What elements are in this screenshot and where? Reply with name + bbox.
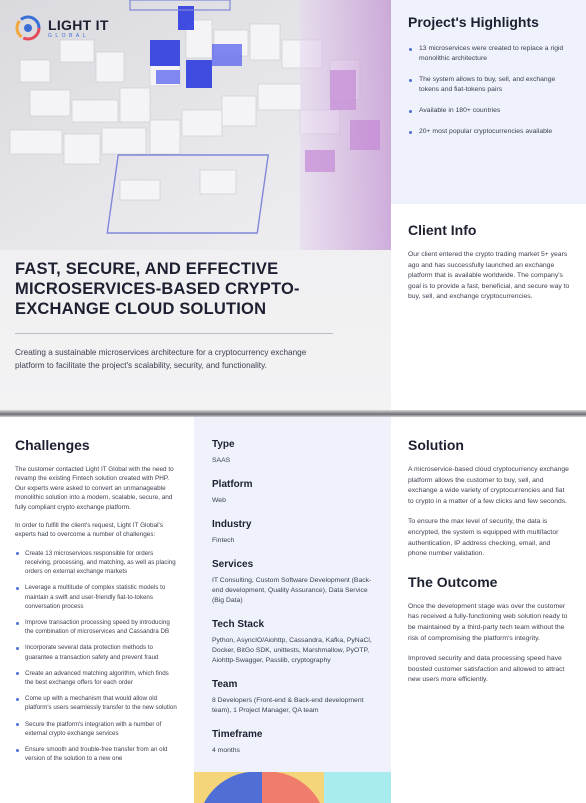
highlight-item: 20+ most popular cryptocurrencies available [408,127,570,137]
challenges-list [15,549,178,764]
challenge-item: Ensure smooth and trouble-free transfer from an old version of the solution to a new one [15,745,178,763]
challenges-paragraph: The customer contacted Light IT Global with the need to revamp the existing Fintech solution created with PHP. Our experts were asked to convert an unmanageable monolithic solution into a modern, scalable, secure, and fully compliant crypto exchange platform. [15,466,174,511]
outcome-title: The Outcome [408,573,498,590]
highlights-title: Project's Highlights [408,14,539,30]
highlight-item: Available in 180+ countries [408,106,570,116]
project-facts-panel [194,417,391,772]
page-divider [0,410,586,417]
fact-value: SAAS [212,457,231,464]
challenges-column [0,417,194,803]
fact-value: Python, AsyncIO/Aiohttp, Cassandra, Kafka, PyNaCl, Docker, BitGo SDK, unittests, Marshmallow, PyOTP, Aiohttp-Swagger, Passlib, cryptography [212,637,372,664]
fact-team [212,679,375,716]
company-logo [14,14,109,42]
logo-wordmark: LIGHT IT [48,16,109,33]
decorative-graphic [194,772,391,803]
hero-title: FAST, SECURE, AND EFFECTIVE MICROSERVICES-BASED CRYPTO-EXCHANGE CLOUD SOLUTION [15,260,300,318]
hero-description: Creating a sustainable microservices architecture for a cryptocurrency exchange platform to facilitate the project's scalability, security, and functionality. [15,348,307,370]
challenge-item: Create 13 microservices responsible for orders receiving, processing, and matching, as well as placing orders on external exchange markets [15,549,178,577]
fact-title: Team [212,679,238,690]
fact-value: 4 months [212,747,240,754]
challenges-title: Challenges [15,437,90,453]
solution-paragraph: To ensure the max level of security, the data is encrypted, the system is equipped with multifactor authentication, IP address checking, email, and phone number validation. [408,518,559,558]
fact-services [212,559,375,606]
fact-title: Timeframe [212,729,263,740]
fact-title: Industry [212,519,252,530]
challenges-paragraph: In order to fulfill the client's request, Light IT Global's experts had to overcome a number of challenges: [15,522,163,539]
logo-subtitle: GLOBAL [48,32,90,39]
hero-panel [0,0,391,410]
client-info-panel [391,204,586,410]
solution-paragraph: A microservice-based cloud cryptocurrency exchange platform allows the customer to buy, sell, and exchange a wide variety of cryptocurrencies and fiat to crypto in a matter of a few clicks and few seconds. [408,466,569,505]
page-two [0,417,586,803]
challenge-item: Secure the platform's integration with a number of external crypto exchange services [15,720,178,738]
outcome-paragraph: Improved security and data processing speed have boosted customer satisfaction and allowed to attract new users more efficiently. [408,655,565,684]
fact-value: IT Consulting, Custom Software Development (Back-end development, Quality Assurance), Data Service (Big Data) [212,577,372,604]
challenge-item: Create an advanced matching algorithm, which finds the best exchange offers for each order [15,669,178,687]
fact-title: Platform [212,479,253,490]
challenge-item: Come up with a mechanism that would allow old platform's users seamlessly transfer to the new solution [15,694,178,712]
solution-title: Solution [408,437,464,453]
fact-industry [212,519,375,546]
fact-title: Services [212,559,254,570]
fact-platform [212,479,375,506]
solution-column [391,417,586,803]
fact-tech-stack [212,619,375,666]
highlights-list [408,44,570,137]
fact-value: Web [212,497,226,504]
challenge-item: Leverage a multitude of complex statistic models to maintain a swift and user-friendly fiat-to-tokens conversation process [15,583,178,611]
hero-divider [15,333,333,334]
client-info-text: Our client entered the crypto trading market 5+ years ago and has successfully launched an exchange platform that is available worldwide. The company's goal is to provide a fast, beneficial, and secure way to buy, sell, and exchange cryptocurrencies. [408,251,570,301]
fact-value: 8 Developers (Front-end & Back-end development team), 1 Project Manager, QA team [212,697,364,714]
challenge-item: Incorporate several data protection methods to guarantee a transaction safety and prevent fraud [15,643,178,661]
fact-timeframe [212,729,375,756]
fact-value: Fintech [212,537,235,544]
highlight-item: 13 microservices were created to replace a rigid monolithic architecture [408,44,570,64]
highlight-item: The system allows to buy, sell, and exchange tokens and fiat-tokens pairs [408,75,570,95]
fact-title: Type [212,439,235,450]
highlights-panel [391,0,586,204]
client-info-title: Client Info [408,222,477,238]
logo-icon [14,14,42,42]
outcome-paragraph: Once the development stage was over the customer has received a fully-functioning web solution ready to be maintained by a third-party tech team without the risk of compromising the platform's integrity. [408,602,568,642]
fact-title: Tech Stack [212,619,265,630]
challenge-item: Improve transaction processing speed by introducing the combination of microservices and Cassandra DB [15,618,178,636]
fact-type [212,439,375,466]
